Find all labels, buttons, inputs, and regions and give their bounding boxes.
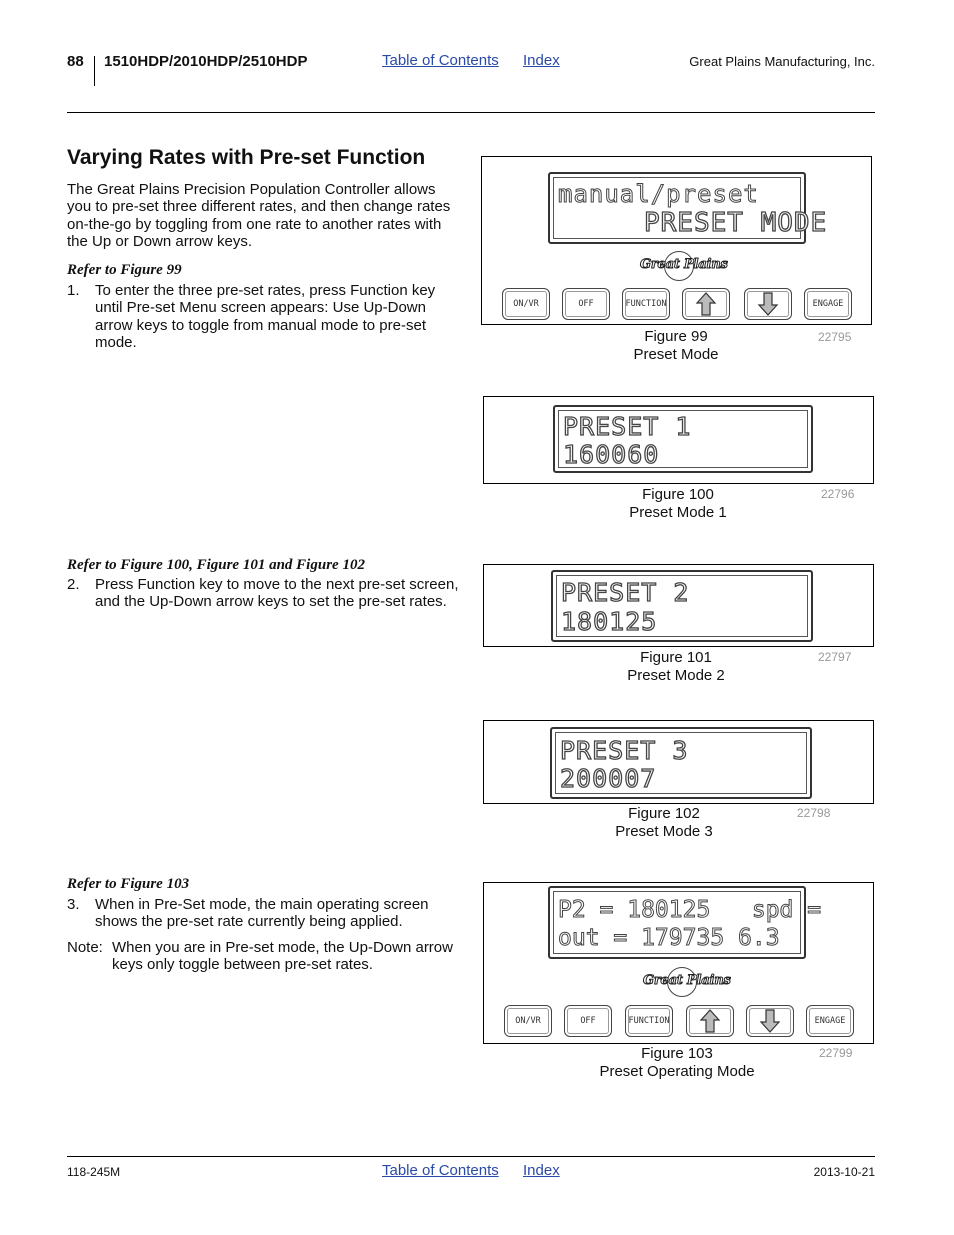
figure-99-label: Figure 99 (644, 328, 708, 345)
up-arrow-icon (699, 1008, 721, 1034)
footer-toc-link[interactable]: Table of Contents (382, 1162, 499, 1179)
figure-103-title: Preset Operating Mode (599, 1063, 755, 1080)
figure-103-down-arrow-key[interactable] (746, 1005, 794, 1037)
figure-101-image (483, 564, 874, 647)
header-toc-link[interactable]: Table of Contents (382, 52, 499, 69)
figure-100-id: 22796 (821, 487, 855, 501)
company-name: Great Plains Manufacturing, Inc. (689, 54, 875, 69)
figure-103-id: 22799 (819, 1046, 853, 1060)
step-3 (67, 896, 459, 931)
figure-101-lcd-screen (551, 570, 813, 642)
figure-99-function-key[interactable]: FUNCTION (622, 288, 670, 320)
figure-103-up-arrow-key[interactable] (686, 1005, 734, 1037)
figure-99-on-vr-key[interactable]: ON/VR (502, 288, 550, 320)
figure-102-lcd-line-1: PRESET 3 (560, 736, 689, 765)
footer-rule (67, 1156, 875, 1157)
figure-99-lcd-line-1: manual/preset (558, 180, 759, 208)
step-1-number: 1. (67, 282, 80, 299)
step-1-text: To enter the three pre-set rates, press Function key until Pre-set Menu screen appears: Use Up-Down arrow keys to toggle from manual mode to pre-set mode. (95, 282, 436, 351)
figure-99-title: Preset Mode (633, 346, 719, 363)
figure-99-lcd-line-2: PRESET MODE (644, 208, 828, 238)
figure-103-label: Figure 103 (641, 1045, 713, 1062)
figure-99-lcd-screen (548, 172, 828, 244)
figure-99-caption (576, 328, 776, 364)
figure-100-image (483, 396, 874, 484)
document-number: 118-245M (67, 1165, 121, 1179)
figure-100-lcd-screen (553, 405, 813, 473)
down-arrow-icon (757, 291, 779, 317)
figure-99-engage-key[interactable]: ENGAGE (804, 288, 852, 320)
figure-103-function-key[interactable]: FUNCTION (625, 1005, 673, 1037)
figure-101-lcd-line-2: 180125 (561, 607, 658, 636)
step-2 (67, 576, 459, 611)
reference-figures-100-102: Refer to Figure 100, Figure 101 and Figure 102 (67, 557, 365, 573)
header-rule (67, 112, 875, 113)
figure-99-down-arrow-key[interactable] (744, 288, 792, 320)
figure-100-title: Preset Mode 1 (629, 504, 727, 521)
figure-99-up-arrow-key[interactable] (682, 288, 730, 320)
step-2-number: 2. (67, 576, 80, 593)
figure-99-off-key[interactable]: OFF (562, 288, 610, 320)
figure-101-lcd-line-1: PRESET 2 (561, 578, 690, 607)
figure-103-on-vr-key[interactable]: ON/VR (504, 1005, 552, 1037)
figure-102-lcd-line-2: 200007 (560, 764, 657, 793)
step-3-number: 3. (67, 896, 80, 913)
note (67, 939, 459, 974)
model-title: 1510HDP/2010HDP/2510HDP (104, 53, 308, 70)
figure-102-caption (564, 805, 764, 841)
header-divider (94, 56, 95, 86)
footer-index-link[interactable]: Index (523, 1162, 560, 1179)
intro-paragraph: The Great Plains Precision Population Controller allows you to pre-set three different rates, and then change rates on-the-go by toggling from one rate to another rates with the Up or Down arrow keys. (67, 181, 451, 250)
figure-100-label: Figure 100 (642, 486, 714, 503)
figure-101-id: 22797 (818, 650, 852, 664)
figure-103-lcd-line-1: P2 = 180125 spd = (558, 897, 822, 923)
up-arrow-icon (695, 291, 717, 317)
down-arrow-icon (759, 1008, 781, 1034)
figure-103-great-plains-logo: Great Plains (643, 973, 731, 988)
step-3-text: When in Pre-Set mode, the main operating screen shows the pre-set rate currently being applied. (95, 896, 429, 931)
note-text: When you are in Pre-set mode, the Up-Down arrow keys only toggle between pre-set rates. (112, 939, 453, 974)
figure-103-lcd-screen (548, 886, 822, 959)
figure-99-image (481, 156, 872, 325)
publication-date: 2013-10-21 (813, 1165, 875, 1179)
figure-103-image (483, 882, 874, 1044)
figure-101-title: Preset Mode 2 (627, 667, 725, 684)
figure-101-caption (576, 649, 776, 685)
figure-102-image (483, 720, 874, 804)
page-number: 88 (67, 53, 84, 70)
figure-99-great-plains-logo: Great Plains (640, 257, 728, 272)
figure-103-lcd-line-2: out = 179735 6.3 (558, 925, 780, 951)
figure-99-id: 22795 (818, 330, 852, 344)
figure-103-off-key[interactable]: OFF (564, 1005, 612, 1037)
figure-102-label: Figure 102 (628, 805, 700, 822)
figure-100-lcd-line-1: PRESET 1 (563, 412, 692, 441)
section-title: Varying Rates with Pre-set Function (67, 146, 426, 169)
figure-100-caption (578, 486, 778, 522)
figure-101-label: Figure 101 (640, 649, 712, 666)
step-1 (67, 282, 459, 351)
note-label: Note: (67, 939, 103, 956)
figure-103-engage-key[interactable]: ENGAGE (806, 1005, 854, 1037)
reference-figure-99: Refer to Figure 99 (67, 262, 182, 278)
figure-102-id: 22798 (797, 806, 831, 820)
figure-100-lcd-line-2: 160060 (563, 440, 660, 469)
reference-figure-103: Refer to Figure 103 (67, 876, 190, 892)
figure-102-lcd-screen (550, 727, 812, 799)
header-index-link[interactable]: Index (523, 52, 560, 69)
figure-102-title: Preset Mode 3 (615, 823, 713, 840)
step-2-text: Press Function key to move to the next pre-set screen, and the Up-Down arrow keys to set the pre-set rates. (95, 576, 459, 611)
figure-103-caption (576, 1045, 778, 1081)
